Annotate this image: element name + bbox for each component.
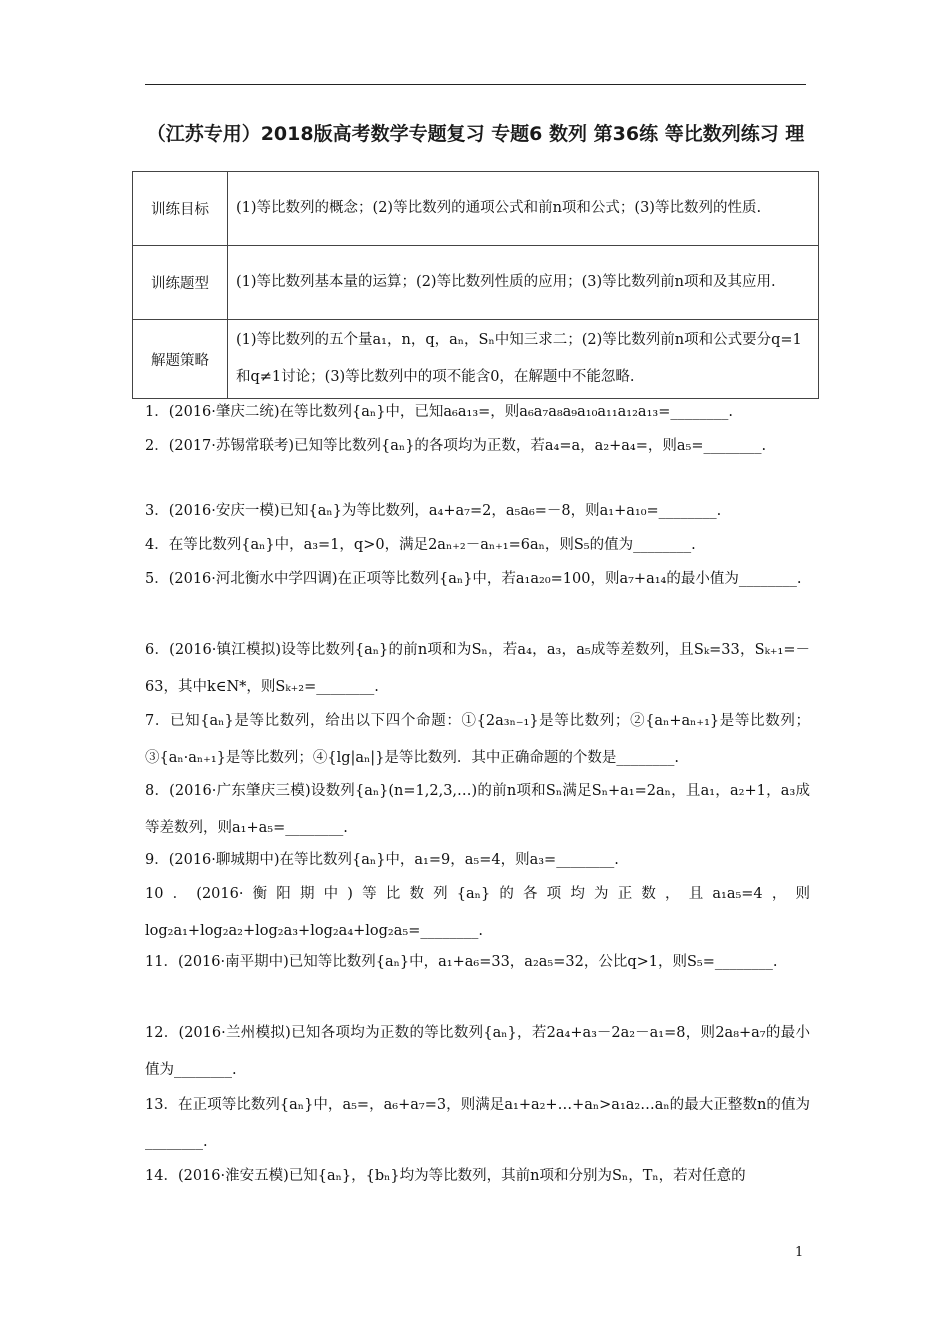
question-12: 12．(2016·兰州模拟)已知各项均为正数的等比数列{aₙ}，若2a₄+a₃－2a₂－a₁=8，则2a₈+a₇的最小值为________. <box>145 1025 810 1078</box>
question-8: 8．(2016·广东肇庆三模)设数列{aₙ}(n=1,2,3,…)的前n项和Sₙ满足Sₙ+a₁=2aₙ，且a₁，a₂+1，a₃成等差数列，则a₁+a₅=________. <box>145 783 810 836</box>
training-goals-table <box>132 171 819 399</box>
question-14: 14．(2016·淮安五模)已知{aₙ}，{bₙ}均为等比数列，其前n项和分别为Sₙ，Tₙ，若对任意的 <box>145 1168 746 1184</box>
row-content: (1)等比数列的概念；(2)等比数列的通项公式和前n项和公式；(3)等比数列的性质. <box>228 172 819 246</box>
row-content: (1)等比数列基本量的运算；(2)等比数列性质的应用；(3)等比数列前n项和及其应用. <box>228 246 819 320</box>
question-9: 9．(2016·聊城期中)在等比数列{aₙ}中，a₁=9，a₅=4，则a₃=________. <box>145 852 619 868</box>
question-6: 6．(2016·镇江模拟)设等比数列{aₙ}的前n项和为Sₙ，若a₄，a₃，a₅成等差数列，且Sₖ=33，Sₖ₊₁=－63，其中k∈N*，则Sₖ₊₂=________. <box>145 642 810 695</box>
table-row <box>133 172 819 246</box>
table-row <box>133 320 819 399</box>
header-rule <box>145 84 806 85</box>
question-1: 1．(2016·肇庆二统)在等比数列{aₙ}中，已知a₆a₁₃=，则a₆a₇a₈a₉a₁₀a₁₁a₁₂a₁₃=________. <box>145 404 733 420</box>
question-4: 4．在等比数列{aₙ}中，a₃=1，q>0，满足2aₙ₊₂－aₙ₊₁=6aₙ，则S₅的值为________. <box>145 537 696 553</box>
question-7: 7．已知{aₙ}是等比数列，给出以下四个命题：①{2a₃ₙ₋₁}是等比数列；②{aₙ+aₙ₊₁}是等比数列；③{aₙ·aₙ₊₁}是等比数列；④{lg|aₙ|}是等比数列．其中正确命题的个数是________. <box>145 713 810 766</box>
row-label: 训练目标 <box>133 172 228 246</box>
page-number: 1 <box>795 1245 804 1260</box>
row-label: 解题策略 <box>133 320 228 399</box>
row-content: (1)等比数列的五个量a₁，n，q，aₙ，Sₙ中知三求二；(2)等比数列前n项和公式要分q=1和q≠1讨论；(3)等比数列中的项不能含0，在解题中不能忽略. <box>228 320 819 399</box>
question-11: 11．(2016·南平期中)已知等比数列{aₙ}中，a₁+a₆=33，a₂a₅=32，公比q>1，则S₅=________. <box>145 954 778 970</box>
question-13: 13．在正项等比数列{aₙ}中，a₅=，a₆+a₇=3，则满足a₁+a₂+…+aₙ>a₁a₂…aₙ的最大正整数n的值为________. <box>145 1097 810 1150</box>
table-row <box>133 246 819 320</box>
row-label: 训练题型 <box>133 246 228 320</box>
question-10: 10．(2016·衡阳期中)等比数列{aₙ}的各项均为正数，且a₁a₅=4，则log₂a₁+log₂a₂+log₂a₃+log₂a₄+log₂a₅=________. <box>145 886 810 939</box>
question-5: 5．(2016·河北衡水中学四调)在正项等比数列{aₙ}中，若a₁a₂₀=100，则a₇+a₁₄的最小值为________. <box>145 571 802 587</box>
question-3: 3．(2016·安庆一模)已知{aₙ}为等比数列，a₄+a₇=2，a₅a₆=－8，则a₁+a₁₀=________. <box>145 503 722 519</box>
question-2: 2．(2017·苏锡常联考)已知等比数列{aₙ}的各项均为正数，若a₄=a，a₂+a₄=，则a₅=________. <box>145 438 767 454</box>
document-title: （江苏专用）2018版高考数学专题复习 专题6 数列 第36练 等比数列练习 理 <box>146 123 805 145</box>
